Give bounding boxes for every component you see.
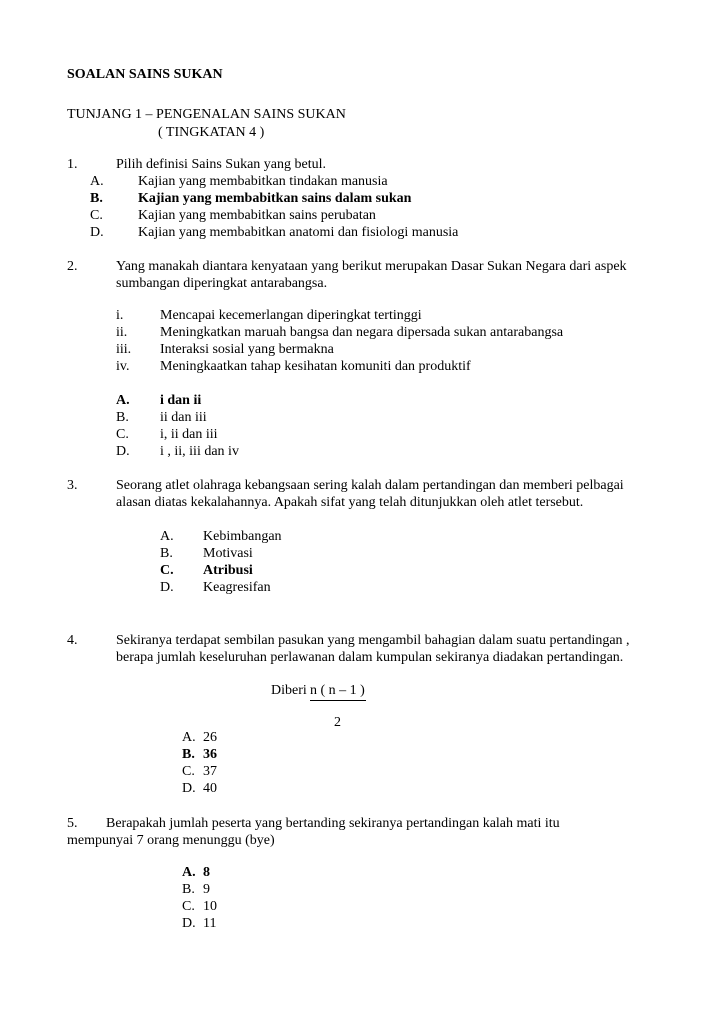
q2-option-text: i , ii, iii dan iv: [160, 444, 239, 459]
q4-option-text: 36: [203, 747, 217, 762]
q5-option-letter: A.: [182, 865, 196, 880]
q3-option-letter: C.: [160, 563, 174, 578]
q1-option-letter: B.: [90, 191, 103, 206]
q3-option-text: Atribusi: [203, 563, 253, 578]
q2-statement-text: Meningkatkan maruah bangsa dan negara dipersada sukan antarabangsa: [160, 325, 564, 340]
page-heading: SOALAN SAINS SUKAN: [67, 67, 223, 82]
q2-option-text: ii dan iii: [160, 410, 207, 425]
q5-text-line2: mempunyai 7 orang menunggu (bye): [67, 833, 275, 848]
q1-option-text: Kajian yang membabitkan tindakan manusia: [138, 174, 388, 189]
q3-option-text: Motivasi: [203, 546, 253, 561]
q2-option-text: i, ii dan iii: [160, 427, 218, 442]
q1-option-letter: D.: [90, 225, 104, 240]
q5-option-letter: B.: [182, 882, 195, 897]
q5-option-text: 10: [203, 899, 217, 914]
q1-option-letter: A.: [90, 174, 104, 189]
q2-option-text: i dan ii: [160, 393, 202, 408]
q1-option-letter: C.: [90, 208, 103, 223]
q4-text-line1: Sekiranya terdapat sembilan pasukan yang mengambil bahagian dalam suatu pertandingan ,: [116, 633, 630, 648]
q5-option-text: 8: [203, 865, 210, 880]
q3-option-letter: D.: [160, 580, 174, 595]
q4-formula-denominator: 2: [334, 715, 341, 730]
q3-text-line1: Seorang atlet olahraga kebangsaan sering kalah dalam pertandingan dan memberi pelbagai: [116, 478, 624, 493]
q4-option-text: 37: [203, 764, 217, 779]
q2-statement-roman: ii.: [116, 325, 128, 340]
q4-text-line2: berapa jumlah keseluruhan perlawanan dalam kumpulan sekiranya diadakan pertandingan.: [116, 650, 624, 665]
unit-level: ( TINGKATAN 4 ): [158, 125, 265, 140]
q5-option-text: 9: [203, 882, 210, 897]
q3-option-text: Kebimbangan: [203, 529, 282, 544]
q1-option-text: Kajian yang membabitkan sains dalam sukan: [138, 191, 412, 206]
q3-text-line2: alasan diatas kekalahannya. Apakah sifat yang telah ditunjukkan oleh atlet tersebut.: [116, 495, 584, 510]
q2-statement-roman: iii.: [116, 342, 132, 357]
unit-title: TUNJANG 1 – PENGENALAN SAINS SUKAN: [67, 107, 346, 122]
q4-formula-numerator: n ( n – 1 ): [310, 683, 365, 698]
q3-option-text: Keagresifan: [203, 580, 271, 595]
q4-number: 4.: [67, 633, 78, 648]
q4-option-letter: D.: [182, 781, 196, 796]
q2-statement-roman: i.: [116, 308, 124, 323]
q4-option-letter: C.: [182, 764, 195, 779]
q5-option-letter: C.: [182, 899, 195, 914]
q3-option-letter: B.: [160, 546, 173, 561]
q1-number: 1.: [67, 157, 78, 172]
q2-text-line2: sumbangan diperingkat antarabangsa.: [116, 276, 328, 291]
q5-option-letter: D.: [182, 916, 196, 931]
q2-statement-text: Meningkaatkan tahap kesihatan komuniti dan produktif: [160, 359, 471, 374]
q1-text: Pilih definisi Sains Sukan yang betul.: [116, 157, 326, 172]
q4-option-letter: A.: [182, 730, 196, 745]
q5-number: 5.: [67, 816, 78, 831]
q2-statement-roman: iv.: [116, 359, 130, 374]
q2-text-line1: Yang manakah diantara kenyataan yang berikut merupakan Dasar Sukan Negara dari aspek: [116, 259, 627, 274]
q3-option-letter: A.: [160, 529, 174, 544]
q2-statement-text: Mencapai kecemerlangan diperingkat tertinggi: [160, 308, 422, 323]
q4-option-text: 40: [203, 781, 217, 796]
q2-number: 2.: [67, 259, 78, 274]
q1-option-text: Kajian yang membabitkan sains perubatan: [138, 208, 376, 223]
q2-option-letter: A.: [116, 393, 130, 408]
q2-statement-text: Interaksi sosial yang bermakna: [160, 342, 334, 357]
q3-number: 3.: [67, 478, 78, 493]
q4-option-text: 26: [203, 730, 217, 745]
q2-option-letter: C.: [116, 427, 129, 442]
q4-option-letter: B.: [182, 747, 195, 762]
q2-option-letter: D.: [116, 444, 130, 459]
q5-text-line1: Berapakah jumlah peserta yang bertanding sekiranya pertandingan kalah mati itu: [106, 816, 560, 831]
q5-option-text: 11: [203, 916, 217, 931]
q4-given-label: Diberi: [271, 683, 307, 698]
q1-option-text: Kajian yang membabitkan anatomi dan fisiologi manusia: [138, 225, 459, 240]
q4-fraction-bar: [310, 700, 366, 701]
q2-option-letter: B.: [116, 410, 129, 425]
